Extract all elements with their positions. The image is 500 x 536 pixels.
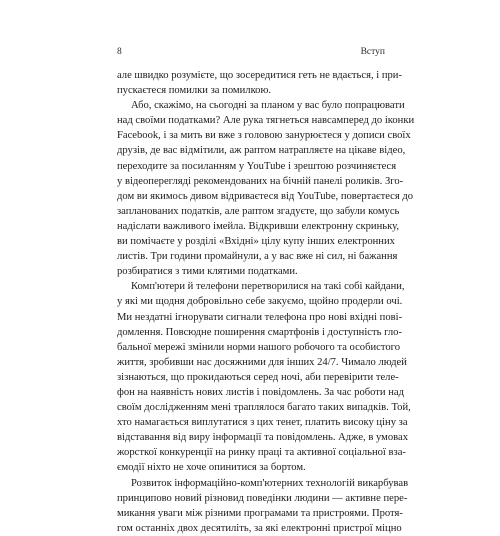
text-line: ємодії ніхто не хоче опинитися за бортом. bbox=[117, 462, 306, 474]
paragraph bbox=[117, 476, 409, 536]
text-line: розбиратися з тими клятими податками. bbox=[117, 266, 298, 278]
text-line: Facebook, і за мить ви вже з головою занурюєтеся у дописи своїх bbox=[117, 130, 411, 142]
text-line: пускаєтеся помилки за помилкою. bbox=[117, 85, 272, 97]
text-line: запланованих податків, але раптом згадуєте, що забули комусь bbox=[117, 205, 400, 217]
page-number: 8 bbox=[117, 47, 122, 57]
paragraph bbox=[117, 279, 411, 475]
paragraph bbox=[117, 68, 403, 98]
text-line: але швидко розумієте, що зосередитися геть не вдається, і при- bbox=[117, 70, 403, 81]
running-header bbox=[117, 47, 385, 57]
text-line: друзів, де вас відмітили, аж раптом натрапляєте на цікаве відео, bbox=[117, 145, 406, 157]
text-line: фон на наявність нових листів і повідомлень. За час роботи над bbox=[117, 386, 404, 398]
text-line: микання уваги між різними програмами та пристроями. Протя- bbox=[117, 507, 403, 519]
text-line: переходите за посиланням у YouTube і зрештою розчиняєтеся bbox=[117, 160, 397, 172]
text-line: своїм дослідженням мені траплялося багато таких випадків. Той, bbox=[117, 402, 411, 414]
text-line: відставання від виру інформації та повідомлень. Адже, в умовах bbox=[117, 432, 409, 444]
text-line: бальної мережі змінили норми нашого робочого та особистого bbox=[117, 341, 401, 353]
text-line: надіслати важливого імейла. Відкривши електронну скриньку, bbox=[117, 220, 399, 232]
text-line: над своїми податками? Але рука тягнеться навсамперед до іконки bbox=[117, 115, 415, 127]
text-line: у які ми щодня добровільно себе закуємо, щойно продерли очі. bbox=[117, 296, 403, 308]
text-line: ви помічаєте у розділі «Вхідні» цілу купу інших електронних bbox=[117, 236, 395, 248]
section-title: Вступ bbox=[360, 47, 385, 57]
text-line: Ми нездатні ігнорувати сигнали телефона про нові вхідні пові- bbox=[117, 311, 403, 323]
text-line: листів. Три години промайнули, а у вас вже ні сил, ні бажання bbox=[117, 251, 398, 263]
text-line: гом останніх двох десятиліть, за які електронні пристрої міцно bbox=[117, 522, 402, 534]
paragraph bbox=[117, 98, 415, 279]
text-line: жорсткої конкуренції на ринку праці та активної соціальної вза- bbox=[117, 447, 406, 459]
text-line: домлення. Повсюдне поширення смартфонів і доступність гло- bbox=[117, 326, 403, 338]
text-line: Розвиток інформаційно-комп'ютерних технологій викарбував bbox=[131, 477, 409, 489]
text-line: Комп'ютери й телефони перетворилися на такі собі кайдани, bbox=[131, 281, 405, 293]
text-line: зізнаються, що прокидаються серед ночі, аби перевірити теле- bbox=[117, 371, 399, 383]
text-line: життя, зробивши нас досяжними для інших 24/7. Чимало людей bbox=[117, 356, 407, 368]
text-line: у відеоперегляді рекомендованих на бічній панелі роликів. Зго- bbox=[117, 175, 404, 187]
text-line: принципово новий різновид поведінки людини — активне пере- bbox=[117, 492, 408, 504]
text-line: дом ви якимось дивом відриваєтеся від YouTube, повертаєтеся до bbox=[117, 190, 414, 202]
text-line: хто намагається виплутатися з цих тенет, платить високу ціну за bbox=[117, 417, 408, 429]
text-line: Або, скажімо, на сьогодні за планом у вас було попрацювати bbox=[131, 100, 405, 112]
body-text bbox=[117, 68, 415, 536]
